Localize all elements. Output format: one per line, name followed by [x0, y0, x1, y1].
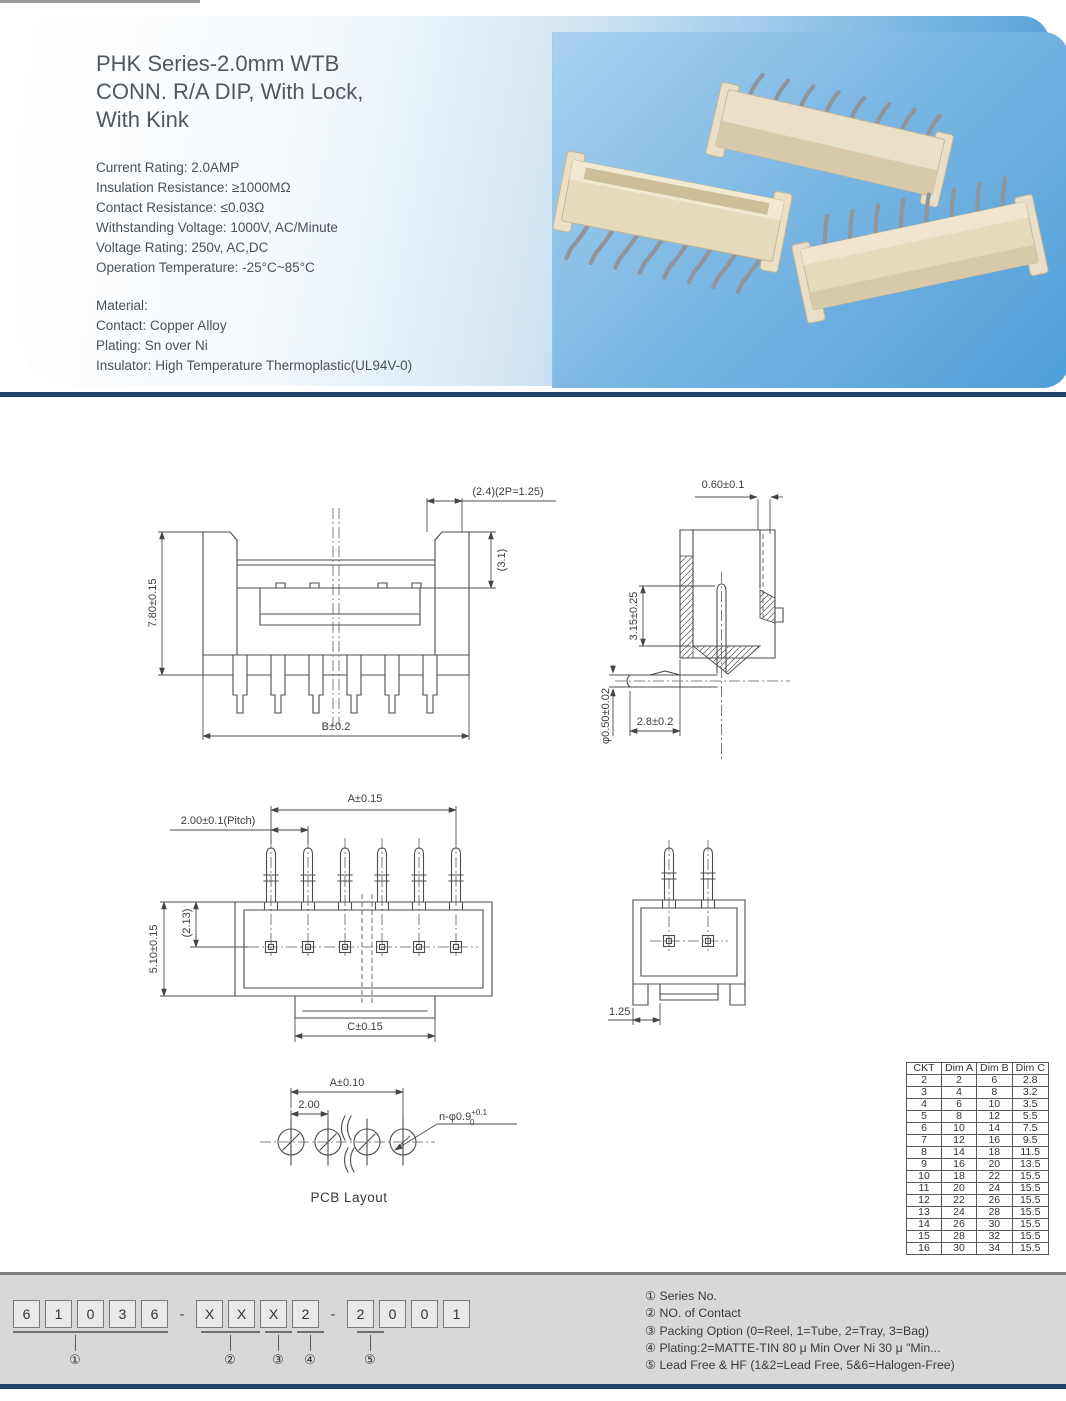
part-number-box: 6: [141, 1300, 168, 1328]
dim-end-offset: 1.25: [609, 1006, 631, 1018]
callout-2: ②: [224, 1352, 236, 1367]
cell-dim-a: 20: [942, 1183, 977, 1195]
ordering-code-panel: [0, 1272, 1066, 1384]
side-view-drawing: [595, 468, 895, 773]
dimension-table: [906, 1062, 1049, 1255]
product-photo: [552, 32, 1066, 388]
dim-top-inner: (2.13): [181, 908, 193, 938]
cell-ckt: 7: [907, 1135, 942, 1147]
cell-ckt: 2: [907, 1075, 942, 1087]
legend-item: ④ Plating:2=MATTE-TIN 80 μ Min Over Ni 30 μ "Min...: [645, 1340, 941, 1355]
cell-ckt: 4: [907, 1099, 942, 1111]
cell-dim-a: 10: [942, 1123, 977, 1135]
callout-line: [310, 1335, 311, 1351]
cell-dim-a: 2: [942, 1075, 977, 1087]
cell-dim-c: 2.8: [1012, 1075, 1048, 1087]
cell-dim-c: 15.5: [1012, 1171, 1048, 1183]
end-view-drawing: [600, 818, 830, 1073]
col-header-dim-c: Dim C: [1012, 1063, 1048, 1075]
underline-plating: [297, 1331, 324, 1333]
pcb-hole-note: $n-\varphi 0.9^{+0.1}$ 0: [439, 1108, 488, 1127]
cell-ckt: 11: [907, 1183, 942, 1195]
cell-dim-a: 24: [942, 1207, 977, 1219]
spec-line: Operation Temperature: -25°C~85°C: [96, 260, 315, 275]
cell-dim-b: 8: [977, 1087, 1013, 1099]
callout-line: [75, 1335, 76, 1351]
underline-series: [13, 1331, 168, 1333]
cell-dim-b: 22: [977, 1171, 1013, 1183]
legend-item: ⑤ Lead Free & HF (1&2=Lead Free, 5&6=Halogen-Free): [645, 1358, 955, 1373]
cell-dim-a: 22: [942, 1195, 977, 1207]
cell-dim-c: 9.5: [1012, 1135, 1048, 1147]
dim-side-top: 0.60±0.1: [701, 479, 745, 491]
cell-ckt: 12: [907, 1195, 942, 1207]
cell-dim-a: 8: [942, 1111, 977, 1123]
legend-item: ③ Packing Option (0=Reel, 1=Tube, 2=Tray, 3=Bag): [645, 1323, 929, 1338]
part-number-box: 0: [77, 1300, 104, 1328]
table-row: [907, 1243, 1049, 1255]
cell-dim-c: 7.5: [1012, 1123, 1048, 1135]
connector-illustration: [553, 32, 1066, 388]
table-row: [907, 1183, 1049, 1195]
cell-dim-a: 12: [942, 1135, 977, 1147]
spec-line: Current Rating: 2.0AMP: [96, 160, 240, 175]
cell-ckt: 8: [907, 1147, 942, 1159]
dim-front-top: (2.4)(2P=1.25): [472, 486, 544, 498]
dim-pcb-pitch: 2.00: [298, 1099, 320, 1111]
part-number-box: X: [260, 1300, 287, 1328]
callout-1: ①: [69, 1352, 81, 1367]
cell-ckt: 15: [907, 1231, 942, 1243]
dim-top-tail: C±0.15: [347, 1021, 383, 1033]
col-header-dim-a: Dim A: [942, 1063, 977, 1075]
cell-dim-b: 12: [977, 1111, 1013, 1123]
part-number-box: 0: [379, 1300, 406, 1328]
table-row: [907, 1111, 1049, 1123]
cell-dim-b: 10: [977, 1099, 1013, 1111]
dim-pcb-span: A±0.10: [329, 1077, 365, 1089]
table-row: [907, 1123, 1049, 1135]
cell-dim-b: 16: [977, 1135, 1013, 1147]
dim-front-width: B±0.2: [321, 721, 351, 733]
cell-dim-c: 13.5: [1012, 1159, 1048, 1171]
dimension-table-header-row: [907, 1063, 1049, 1075]
scan-artifact-bar: [0, 0, 200, 3]
material-list: [96, 296, 536, 376]
pcb-layout-drawing: [245, 1072, 530, 1224]
header-panel: [18, 16, 1050, 386]
cell-dim-b: 18: [977, 1147, 1013, 1159]
cell-dim-b: 26: [977, 1195, 1013, 1207]
divider-rule: [0, 392, 1066, 397]
legend-item: ② NO. of Contact: [645, 1306, 741, 1321]
dim-side-height: 3.15±0.25: [628, 591, 640, 641]
cell-dim-c: 15.5: [1012, 1195, 1048, 1207]
cell-dim-a: 4: [942, 1087, 977, 1099]
spec-list: [96, 158, 536, 278]
material-line: Plating: Sn over Ni: [96, 338, 208, 353]
cell-dim-a: 14: [942, 1147, 977, 1159]
cell-dim-b: 20: [977, 1159, 1013, 1171]
header-text-block: [96, 50, 536, 376]
table-row: [907, 1159, 1049, 1171]
callout-line: [370, 1335, 371, 1351]
connector-top: [705, 66, 957, 207]
callout-4: ④: [304, 1352, 316, 1367]
part-number-box: X: [196, 1300, 223, 1328]
part-number-box: 3: [109, 1300, 136, 1328]
cell-dim-a: 16: [942, 1159, 977, 1171]
part-number-group-suffix: [347, 1300, 470, 1328]
front-view-drawing: [140, 468, 560, 768]
cell-ckt: 9: [907, 1159, 942, 1171]
page-title: [96, 50, 536, 134]
spec-line: Withstanding Voltage: 1000V, AC/Minute: [96, 220, 338, 235]
part-number-box: X: [228, 1300, 255, 1328]
part-number-group-series: [13, 1300, 168, 1328]
cell-dim-b: 14: [977, 1123, 1013, 1135]
cell-ckt: 16: [907, 1243, 942, 1255]
material-line: Contact: Copper Alloy: [96, 318, 227, 333]
underline-packing: [265, 1331, 292, 1333]
cell-ckt: 6: [907, 1123, 942, 1135]
cell-dim-c: 5.5: [1012, 1111, 1048, 1123]
part-number-box: 0: [411, 1300, 438, 1328]
cell-ckt: 13: [907, 1207, 942, 1219]
page-title-line: CONN. R/A DIP, With Lock,: [96, 79, 364, 104]
dim-side-pin: φ0.50±0.02: [600, 688, 612, 744]
col-header-ckt: CKT: [907, 1063, 942, 1075]
part-number-group-options: [196, 1300, 319, 1328]
cell-dim-a: 28: [942, 1231, 977, 1243]
cell-dim-b: 32: [977, 1231, 1013, 1243]
cell-ckt: 5: [907, 1111, 942, 1123]
cell-dim-c: 15.5: [1012, 1219, 1048, 1231]
part-number-box: 6: [13, 1300, 40, 1328]
dim-top-height: 5.10±0.15: [148, 924, 160, 974]
page-title-line: With Kink: [96, 107, 189, 132]
underline-leadfree: [357, 1331, 384, 1333]
cell-dim-c: 15.5: [1012, 1207, 1048, 1219]
legend-item: ① Series No.: [645, 1289, 717, 1303]
table-row: [907, 1075, 1049, 1087]
cell-dim-b: 34: [977, 1243, 1013, 1255]
part-number-box: 1: [45, 1300, 72, 1328]
table-row: [907, 1135, 1049, 1147]
material-line: Insulator: High Temperature Thermoplastic(UL94V-0): [96, 358, 413, 373]
cell-dim-c: 15.5: [1012, 1183, 1048, 1195]
cell-dim-c: 11.5: [1012, 1147, 1048, 1159]
part-number-box: 1: [443, 1300, 470, 1328]
page-title-line: PHK Series-2.0mm WTB: [96, 51, 340, 76]
cell-dim-a: 18: [942, 1171, 977, 1183]
dim-front-right: (3.1): [496, 548, 508, 572]
cell-dim-b: 6: [977, 1075, 1013, 1087]
table-row: [907, 1099, 1049, 1111]
table-row: [907, 1171, 1049, 1183]
cell-dim-b: 24: [977, 1183, 1013, 1195]
ordering-legend: [645, 1288, 955, 1374]
part-number-box: 2: [292, 1300, 319, 1328]
cell-dim-c: 3.5: [1012, 1099, 1048, 1111]
table-row: [907, 1231, 1049, 1243]
dim-top-pitch: 2.00±0.1(Pitch): [180, 815, 256, 827]
part-number-row: [13, 1300, 470, 1328]
part-number-dash: -: [179, 1305, 185, 1323]
dim-front-height: 7.80±0.15: [147, 578, 159, 628]
callout-line: [278, 1335, 279, 1351]
cell-dim-a: 30: [942, 1243, 977, 1255]
table-row: [907, 1219, 1049, 1231]
part-number-dash: -: [330, 1305, 336, 1323]
cell-ckt: 14: [907, 1219, 942, 1231]
cell-ckt: 3: [907, 1087, 942, 1099]
col-header-dim-b: Dim B: [977, 1063, 1013, 1075]
spec-line: Insulation Resistance: ≥1000MΩ: [96, 180, 291, 195]
cell-dim-c: 15.5: [1012, 1243, 1048, 1255]
callout-5: ⑤: [364, 1352, 376, 1367]
bottom-rule: [0, 1384, 1066, 1389]
cell-dim-b: 28: [977, 1207, 1013, 1219]
table-row: [907, 1147, 1049, 1159]
cell-ckt: 10: [907, 1171, 942, 1183]
table-row: [907, 1087, 1049, 1099]
cell-dim-b: 30: [977, 1219, 1013, 1231]
spec-line: Contact Resistance: ≤0.03Ω: [96, 200, 265, 215]
top-view-drawing: [140, 780, 560, 1068]
cell-dim-c: 3.2: [1012, 1087, 1048, 1099]
table-row: [907, 1207, 1049, 1219]
cell-dim-c: 15.5: [1012, 1231, 1048, 1243]
callout-3: ③: [272, 1352, 284, 1367]
underline-contacts: [201, 1331, 260, 1333]
spec-line: Voltage Rating: 250v, AC,DC: [96, 240, 269, 255]
material-line: Material:: [96, 298, 148, 313]
table-row: [907, 1195, 1049, 1207]
connector-left: [553, 151, 793, 299]
dim-top-span: A±0.15: [347, 793, 383, 805]
dim-side-lead: 2.8±0.2: [636, 716, 674, 728]
cell-dim-a: 6: [942, 1099, 977, 1111]
part-number-box: 2: [347, 1300, 374, 1328]
pcb-layout-caption: PCB Layout: [310, 1190, 388, 1205]
connector-bottom: [787, 174, 1049, 324]
cell-dim-a: 26: [942, 1219, 977, 1231]
callout-line: [230, 1335, 231, 1351]
